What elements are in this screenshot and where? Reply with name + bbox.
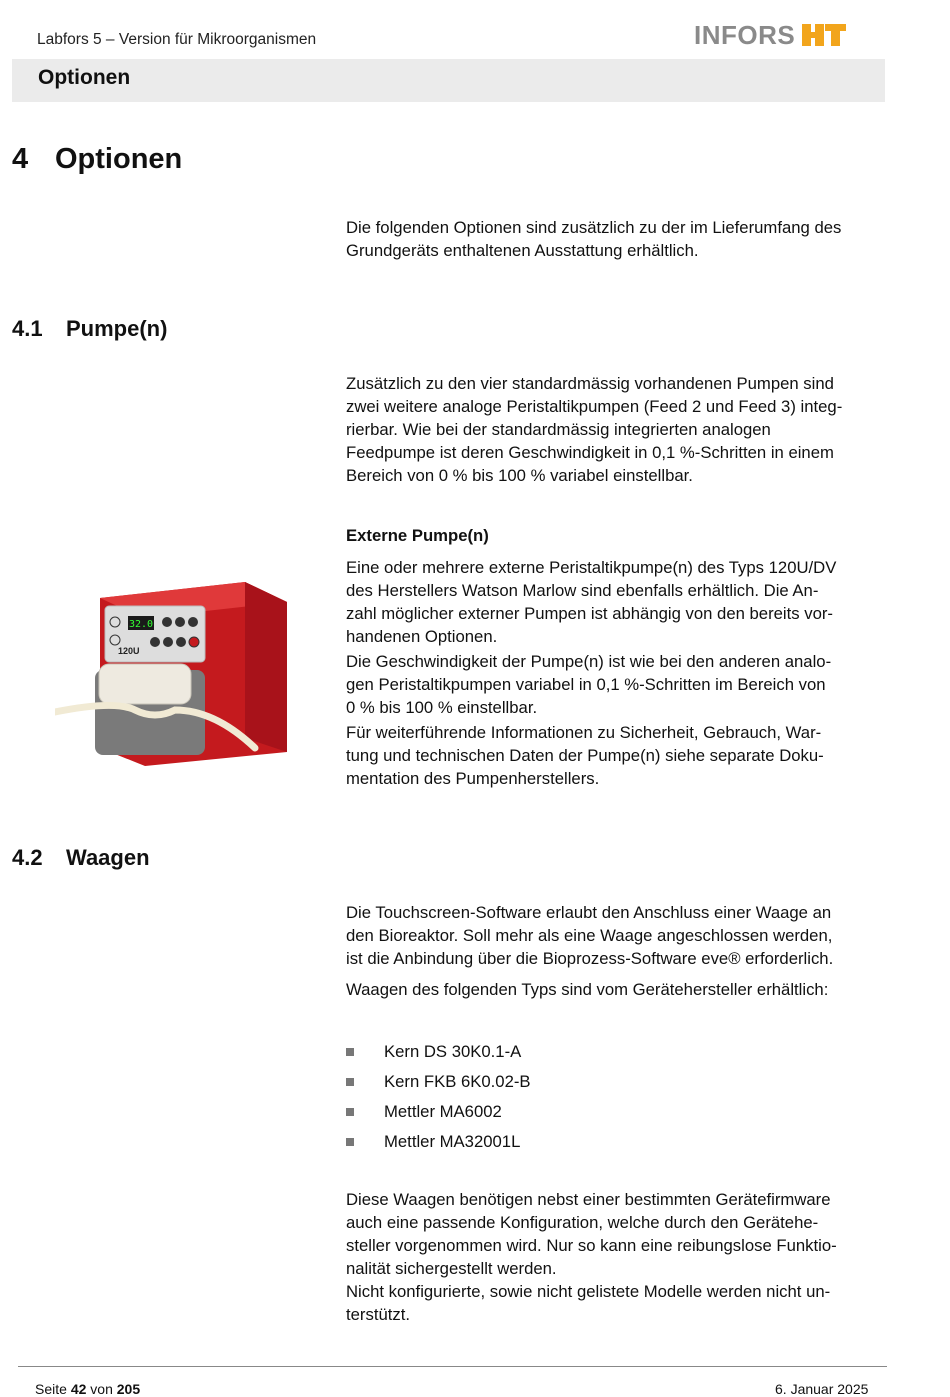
page-total: 205 — [116, 1381, 141, 1397]
section-band-title: Optionen — [38, 66, 131, 89]
section-heading-4-2 — [12, 845, 150, 871]
scales-lead: Waagen des folgenden Typs sind vom Gerätehersteller erhältlich: — [346, 980, 829, 999]
text-line: den Bioreaktor. Soll mehr als eine Waage angeschlossen werden, — [346, 926, 833, 945]
bullet-square-icon — [346, 1048, 354, 1056]
section-heading-4-1 — [12, 316, 167, 342]
pump-display-readout: 32.0 — [128, 619, 154, 630]
bullet-square-icon — [346, 1108, 354, 1116]
text-line: Nicht konfigurierte, sowie nicht gelistete Modelle werden nicht un- — [346, 1282, 831, 1301]
text-line: zwei weitere analoge Peristaltikpumpen (Feed 2 und Feed 3) integ- — [346, 397, 843, 416]
text-line: rierbar. Wie bei der standardmässig integrierten analogen — [346, 420, 771, 439]
ht-logo-icon — [801, 23, 847, 47]
list-item — [346, 1067, 531, 1097]
chapter-heading — [12, 143, 182, 176]
bullet-square-icon — [346, 1078, 354, 1086]
section-number: 4.1 — [12, 316, 43, 341]
text-line: auch eine passende Konfiguration, welche durch den Gerätehe- — [346, 1213, 819, 1232]
peristaltic-pump-image — [55, 560, 295, 770]
list-item — [346, 1097, 531, 1127]
text-line: steller vorgenommen wird. Nur so kann eine reibungslose Funktio- — [346, 1236, 837, 1255]
infors-ht-logo — [694, 20, 847, 50]
scales-list — [346, 1037, 531, 1157]
document-title: Labfors 5 – Version für Mikroorganismen — [37, 31, 317, 48]
logo-text: INFORS — [694, 19, 796, 50]
section-number: 4.2 — [12, 845, 43, 870]
page-prefix: Seite — [35, 1381, 67, 1397]
chapter-intro: Die folgenden Optionen sind zusätzlich zu der im Lieferumfang des Grundgeräts enthaltenen Ausstattung erhältlich. — [346, 218, 842, 260]
chapter-title: Optionen — [55, 143, 183, 175]
list-item-text: Mettler MA32001L — [384, 1132, 521, 1151]
pump-model-label: 120U — [118, 646, 140, 656]
text-line: zahl möglicher externer Pumpen ist abhängig von den bereits vor- — [346, 604, 833, 623]
list-item-text: Kern DS 30K0.1-A — [384, 1042, 522, 1061]
section-title: Waagen — [66, 845, 150, 870]
text-line: ist die Anbindung über die Bioprozess-Software eve® erforderlich. — [346, 949, 834, 968]
page-separator: von — [90, 1381, 113, 1397]
text-line: Diese Waagen benötigen nebst einer bestimmten Gerätefirmware — [346, 1190, 831, 1209]
text-line: terstützt. — [346, 1305, 410, 1324]
footer-date: 6. Januar 2025 — [775, 1381, 869, 1397]
scales-paragraph — [346, 901, 891, 970]
text-line: Die Touchscreen-Software erlaubt den Anschluss einer Waage an — [346, 903, 832, 922]
page-number — [35, 1381, 140, 1397]
list-item-text: Mettler MA6002 — [384, 1102, 502, 1121]
section-title: Pumpe(n) — [66, 316, 168, 341]
chapter-number: 4 — [12, 143, 29, 175]
text-line: Zusätzlich zu den vier standardmässig vorhandenen Pumpen sind — [346, 374, 834, 393]
text-line: des Herstellers Watson Marlow sind ebenfalls erhältlich. Die An- — [346, 581, 819, 600]
text-line: tung und technischen Daten der Pumpe(n) siehe separate Doku- — [346, 746, 824, 765]
text-line: mentation des Pumpenherstellers. — [346, 769, 600, 788]
section-band — [12, 59, 885, 102]
text-line: 0 % bis 100 % einstellbar. — [346, 698, 538, 717]
text-line: nalität sichergestellt werden. — [346, 1259, 557, 1278]
list-item — [346, 1127, 531, 1157]
pumps-paragraph — [346, 372, 891, 487]
list-item-text: Kern FKB 6K0.02-B — [384, 1072, 531, 1091]
text-line: handenen Optionen. — [346, 627, 498, 646]
text-line: Die Geschwindigkeit der Pumpe(n) ist wie bei den anderen analo- — [346, 652, 832, 671]
page-current: 42 — [70, 1381, 87, 1397]
footer-divider — [18, 1366, 887, 1367]
external-pumps-subheading: Externe Pumpe(n) — [346, 526, 489, 545]
text-line: gen Peristaltikpumpen variabel in 0,1 %-Schritten im Bereich von — [346, 675, 826, 694]
text-line: Für weiterführende Informationen zu Sicherheit, Gebrauch, War- — [346, 723, 822, 742]
external-pumps-paragraph — [346, 556, 891, 790]
scales-closing-paragraph — [346, 1188, 891, 1326]
text-line: Feedpumpe ist deren Geschwindigkeit in 0,1 %-Schritten in einem — [346, 443, 834, 462]
text-line: Bereich von 0 % bis 100 % variabel einstellbar. — [346, 466, 693, 485]
text-line: Eine oder mehrere externe Peristaltikpumpe(n) des Typs 120U/DV — [346, 558, 837, 577]
list-item — [346, 1037, 531, 1067]
bullet-square-icon — [346, 1138, 354, 1146]
